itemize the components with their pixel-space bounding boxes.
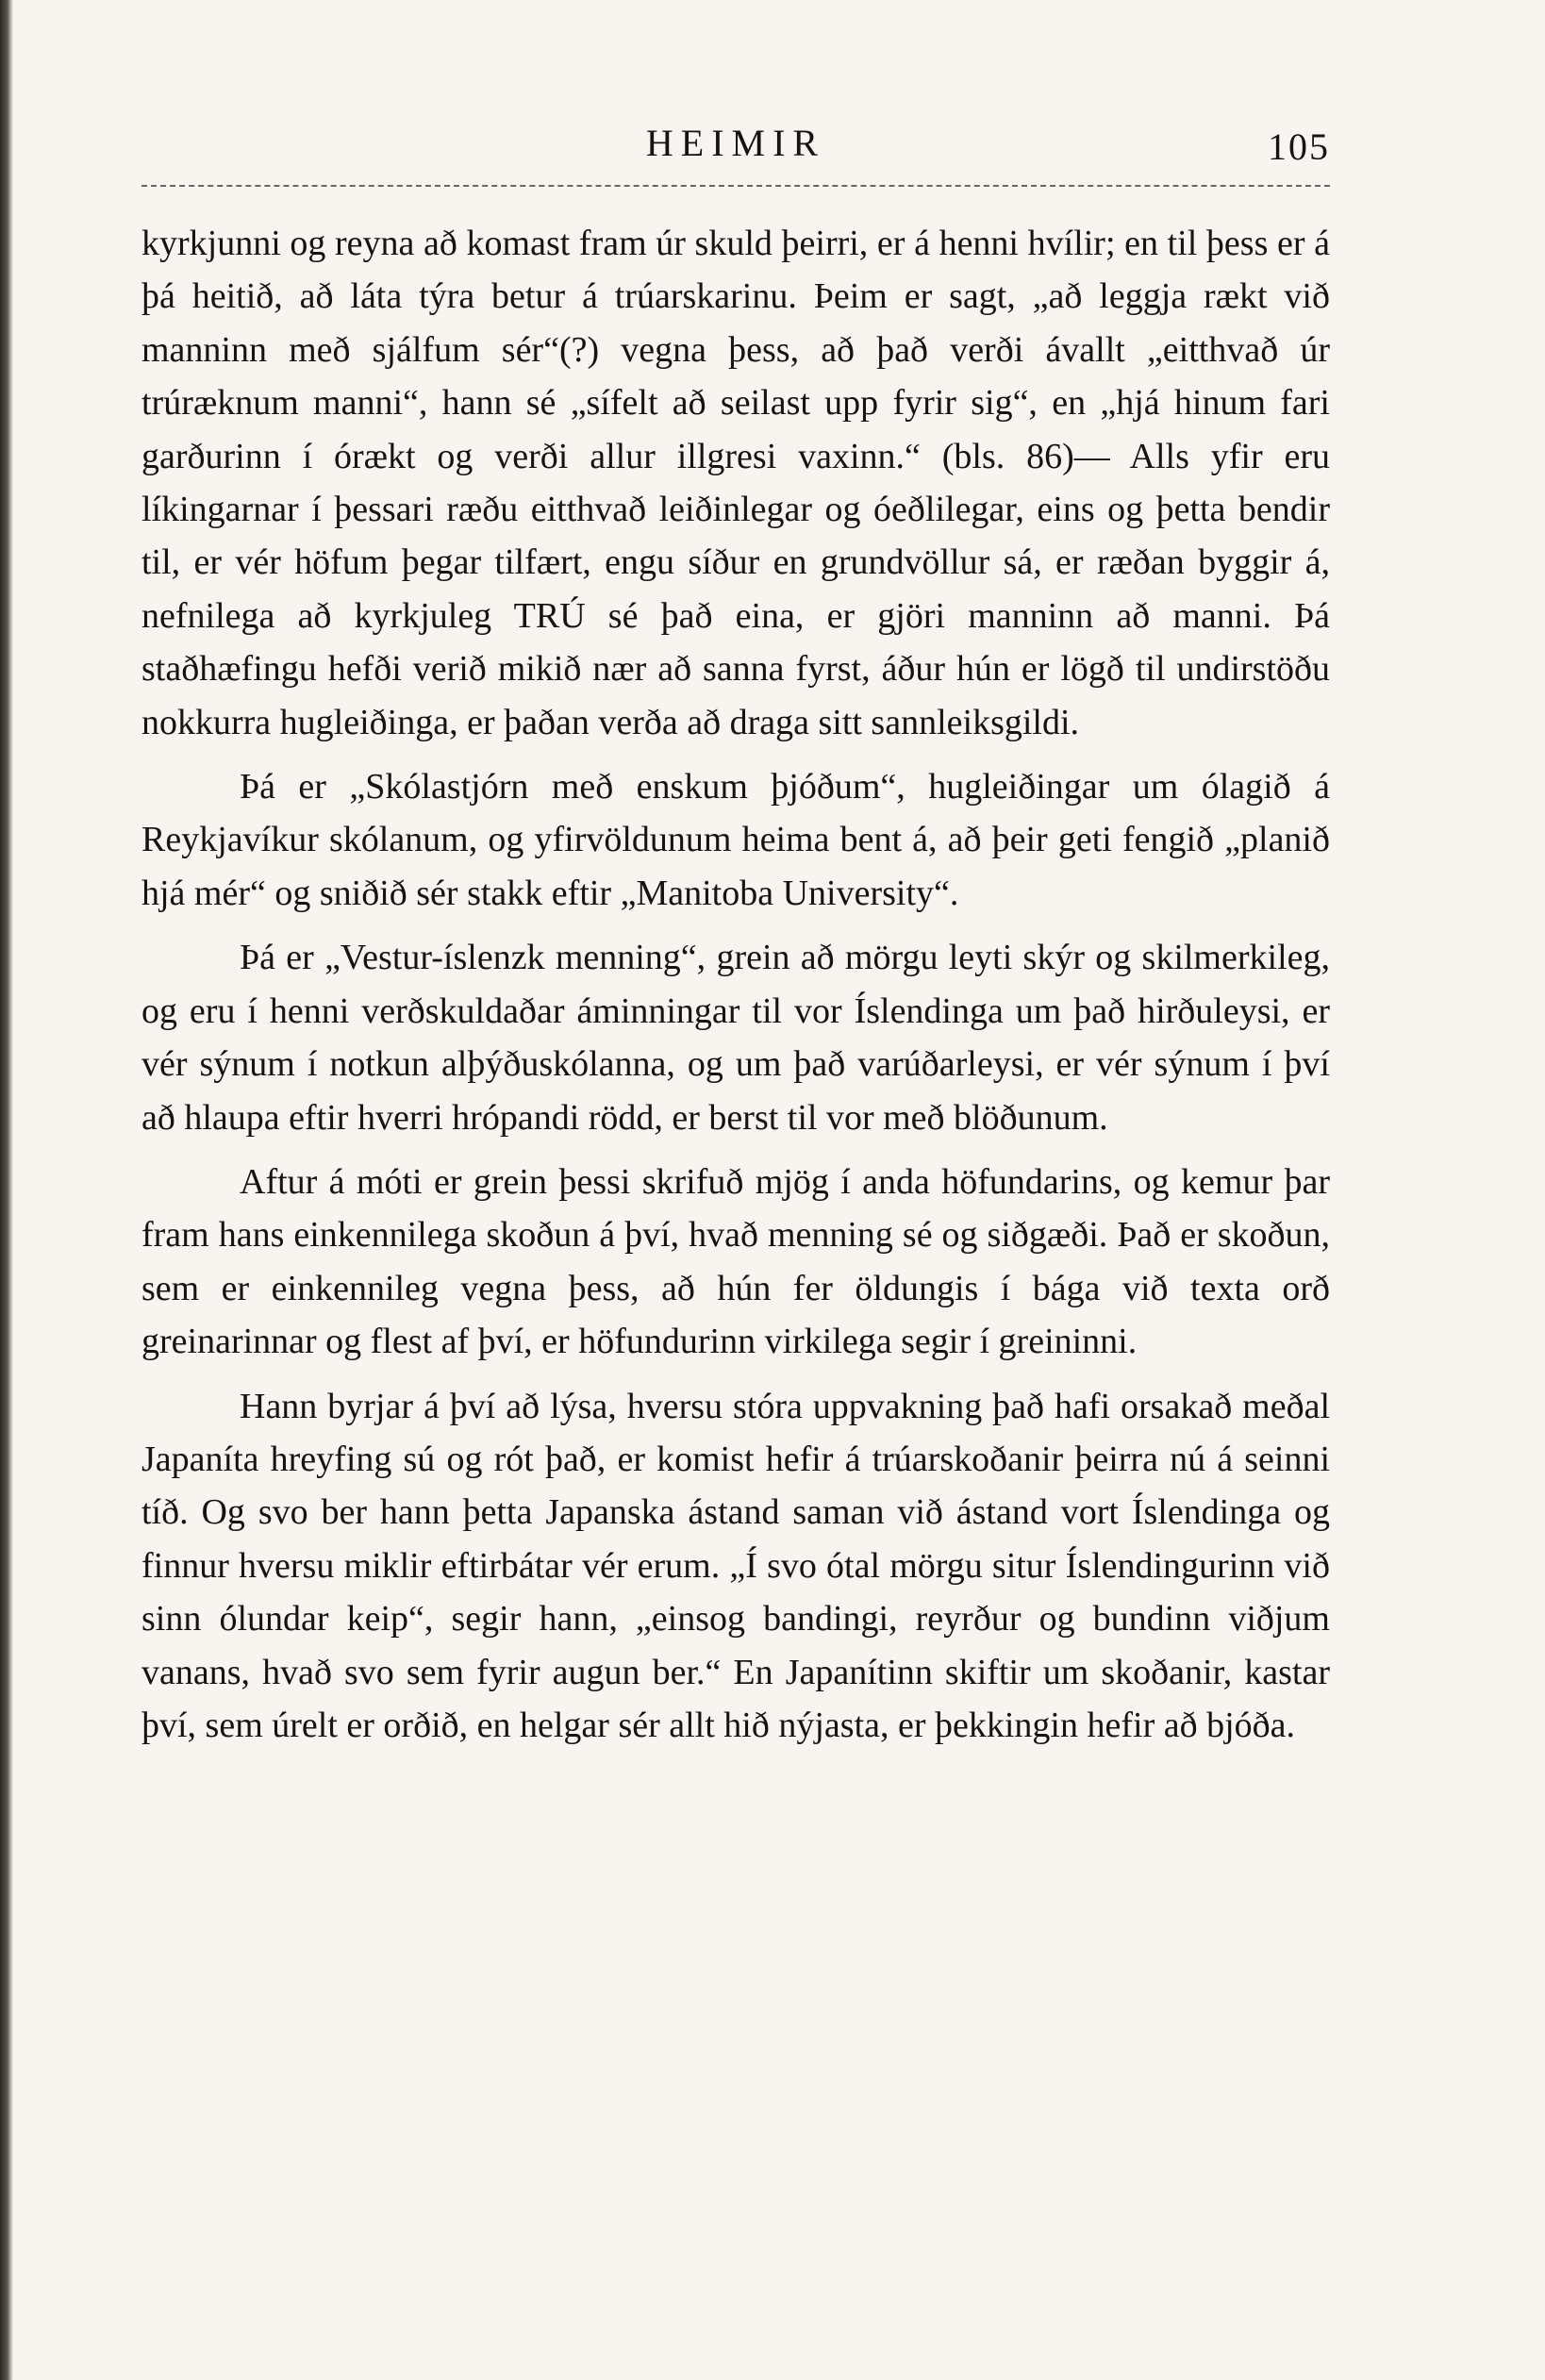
body-text bbox=[141, 217, 1330, 1752]
page-binding-shadow bbox=[0, 0, 13, 2380]
header-rule bbox=[141, 185, 1330, 187]
paragraph: Þá er „Skólastjórn með enskum þjóðum“, hugleiðingar um ólagið á Reykjavíkur skólanum, og yfirvöldunum heima bent á, að þeir geti fengið „planið hjá mér“ og sniðið sér stakk eftir „Manitoba University“. bbox=[141, 767, 1330, 913]
paragraph: Aftur á móti er grein þessi skrifuð mjög í anda höfundarins, og kemur þar fram hans einkennilega skoðun á því, hvað menning sé og siðgæði. Það er skoðun, sem er einkennileg vegna þess, að hún fer öldungis í bága við texta orð greinarinnar og flest af því, er höfundurinn virkilega segir í greininni. bbox=[141, 1161, 1330, 1362]
page-number: 105 bbox=[1268, 125, 1330, 168]
paragraph: Hann byrjar á því að lýsa, hversu stóra uppvakning það hafi orsakað meðal Japaníta hreyfing sú og rót það, er komist hefir á trúarskoðanir þeirra nú á seinni tíð. Og svo ber hann þetta Japanska ástand saman við ástand vort Íslendinga og finnur hversu miklir eftirbátar vér erum. „Í svo ótal mörgu situr Íslendingurinn við sinn ólundar keip“, segir hann, „einsog bandingi, reyrður og bundinn viðjum vanans, hvað svo sem fyrir augun ber.“ En Japanítinn skiftir um skoðanir, kastar því, sem úrelt er orðið, en helgar sér allt hið nýjasta, er þekkingin hefir að bjóða. bbox=[141, 1386, 1330, 1745]
running-title: HEIMIR bbox=[645, 122, 826, 164]
running-head bbox=[141, 113, 1330, 179]
paragraph: Þá er „Vestur-íslenzk menning“, grein að mörgu leyti skýr og skilmerkileg, og eru í henni verðskuldaðar áminningar til vor Íslendinga um það hirðuleysi, er vér sýnum í notkun alþýðuskólanna, og um það varúðarleysi, er vér sýnum í því að hlaupa eftir hverri hrópandi rödd, er berst til vor með blöðunum. bbox=[141, 938, 1330, 1138]
paragraph: kyrkjunni og reyna að komast fram úr skuld þeirri, er á henni hvílir; en til þess er á þá heitið, að láta týra betur á trúarskarinu. Þeim er sagt, „að leggja rækt við manninn með sjálfum sér“(?) vegna þess, að það verði ávallt „eitthvað úr trúræknum manni“, hann sé „sífelt að seilast upp fyrir sig“, en „hjá hinum fari garðurinn í órækt og verði allur illgresi vaxinn.“ (bls. 86)— Alls yfir eru líkingarnar í þessari ræðu eitthvað leiðinlegar og óeðlilegar, eins og þetta bendir til, er vér höfum þegar tilfært, engu síður en grundvöllur sá, er ræðan byggir á, nefnilega að kyrkjuleg TRÚ sé það eina, er gjöri manninn að manni. Þá staðhæfingu hefði verið mikið nær að sanna fyrst, áður hún er lögð til undirstöðu nokkurra hugleiðinga, er þaðan verða að draga sitt sannleiksgildi. bbox=[141, 224, 1330, 742]
book-page bbox=[141, 113, 1330, 1752]
